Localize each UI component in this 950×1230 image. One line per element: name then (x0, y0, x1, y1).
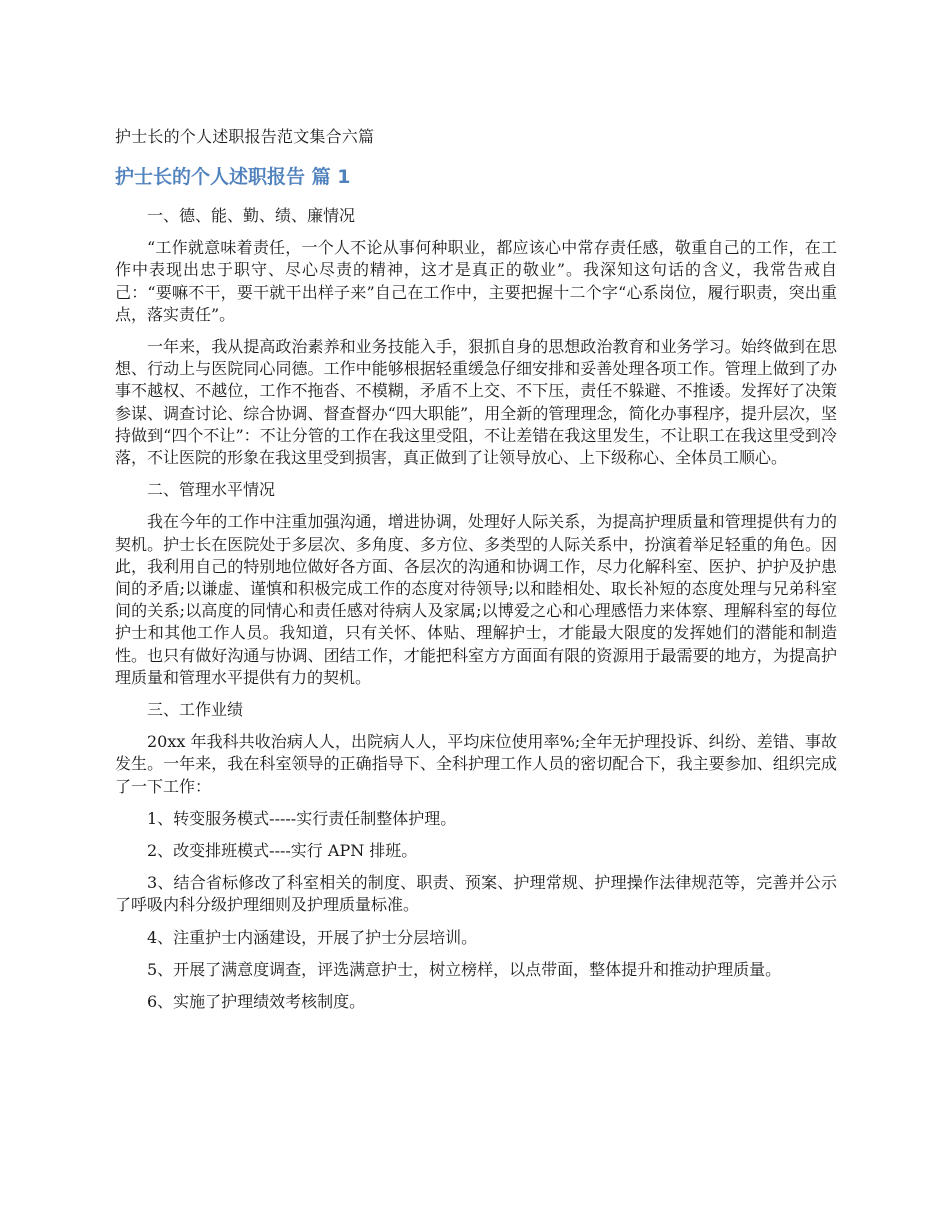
body-paragraph: 一年来，我从提高政治素养和业务技能入手，狠抓自身的思想政治教育和业务学习。始终做到在思想、行动上与医院同心同德。工作中能够根据轻重缓急仔细安排和妥善处理各项工作。管理上做到了办事不越权、不越位，工作不拖沓、不模糊，矛盾不上交、不下压，责任不躲避、不推诿。发挥好了决策参谋、调查讨论、综合协调、督查督办“四大职能”，用全新的管理理念，简化办事程序，提升层次，坚持做到“四个不让”：不让分管的工作在我这里受阻，不让差错在我这里发生，不让职工在我这里受到冷落，不让医院的形象在我这里受到损害，真正做到了让领导放心、上下级称心、全体员工顺心。 (115, 337, 837, 468)
body-paragraph: 我在今年的工作中注重加强沟通，增进协调，处理好人际关系，为提高护理质量和管理提供有力的契机。护士长在医院处于多层次、多角度、多方位、多类型的人际关系中，扮演着举足轻重的角色。因此，我利用自己的特别地位做好各方面、各层次的沟通和协调工作，尽力化解科室、医护、护护及护患间的矛盾;以谦虚、谨慎和积极完成工作的态度对待领导;以和睦相处、取长补短的态度处理与兄弟科室间的关系;以高度的同情心和责任感对待病人及家属;以博爱之心和心理感悟力来体察、理解科室的每位护士和其他工作人员。我知道，只有关怀、体贴、理解护士，才能最大限度的发挥她们的潜能和制造性。也只有做好沟通与协调、团结工作，才能把科室方方面面有限的资源用于最需要的地方，为提高护理质量和管理水平提供有力的契机。 (115, 512, 837, 687)
subheading-achievements: 三、工作业绩 (147, 700, 244, 720)
subheading-management: 二、管理水平情况 (147, 480, 276, 500)
list-item: 1、转变服务模式-----实行责任制整体护理。 (147, 808, 457, 828)
list-item: 6、实施了护理绩效考核制度。 (147, 992, 366, 1012)
body-paragraph: 20xx 年我科共收治病人人，出院病人人，平均床位使用率%;全年无护理投诉、纠纷、差错、事故发生。一年来，我在科室领导的正确指导下、全科护理工作人员的密切配合下，我主要参加、组织完成了一下工作： (115, 732, 837, 796)
list-item: 3、结合省标修改了科室相关的制度、职责、预案、护理常规、护理操作法律规范等，完善并公示了呼吸内科分级护理细则及护理质量标准。 (115, 873, 837, 915)
list-item: 5、开展了满意度调查，评选满意护士，树立榜样，以点带面，整体提升和推动护理质量。 (147, 959, 782, 979)
document-body (115, 205, 837, 1023)
document-title: 护士长的个人述职报告范文集合六篇 (115, 127, 375, 146)
list-item: 4、注重护士内涵建设，开展了护士分层培训。 (147, 927, 478, 947)
body-paragraph: “工作就意味着责任，一个人不论从事何种职业，都应该心中常存责任感，敬重自己的工作，在工作中表现出忠于职守、尽心尽责的精神，这才是真正的敬业”。我深知这句话的含义，我常告戒自己：“要嘛不干，要干就干出样子来”自己在工作中，主要把握十二个字“心系岗位，履行职责，突出重点，落实责任”。 (115, 238, 837, 324)
list-item: 2、改变排班模式----实行 APN 排班。 (147, 841, 418, 861)
subheading-virtue: 一、德、能、勤、绩、廉情况 (147, 206, 356, 225)
section-heading: 护士长的个人述职报告 篇 1 (115, 166, 351, 188)
